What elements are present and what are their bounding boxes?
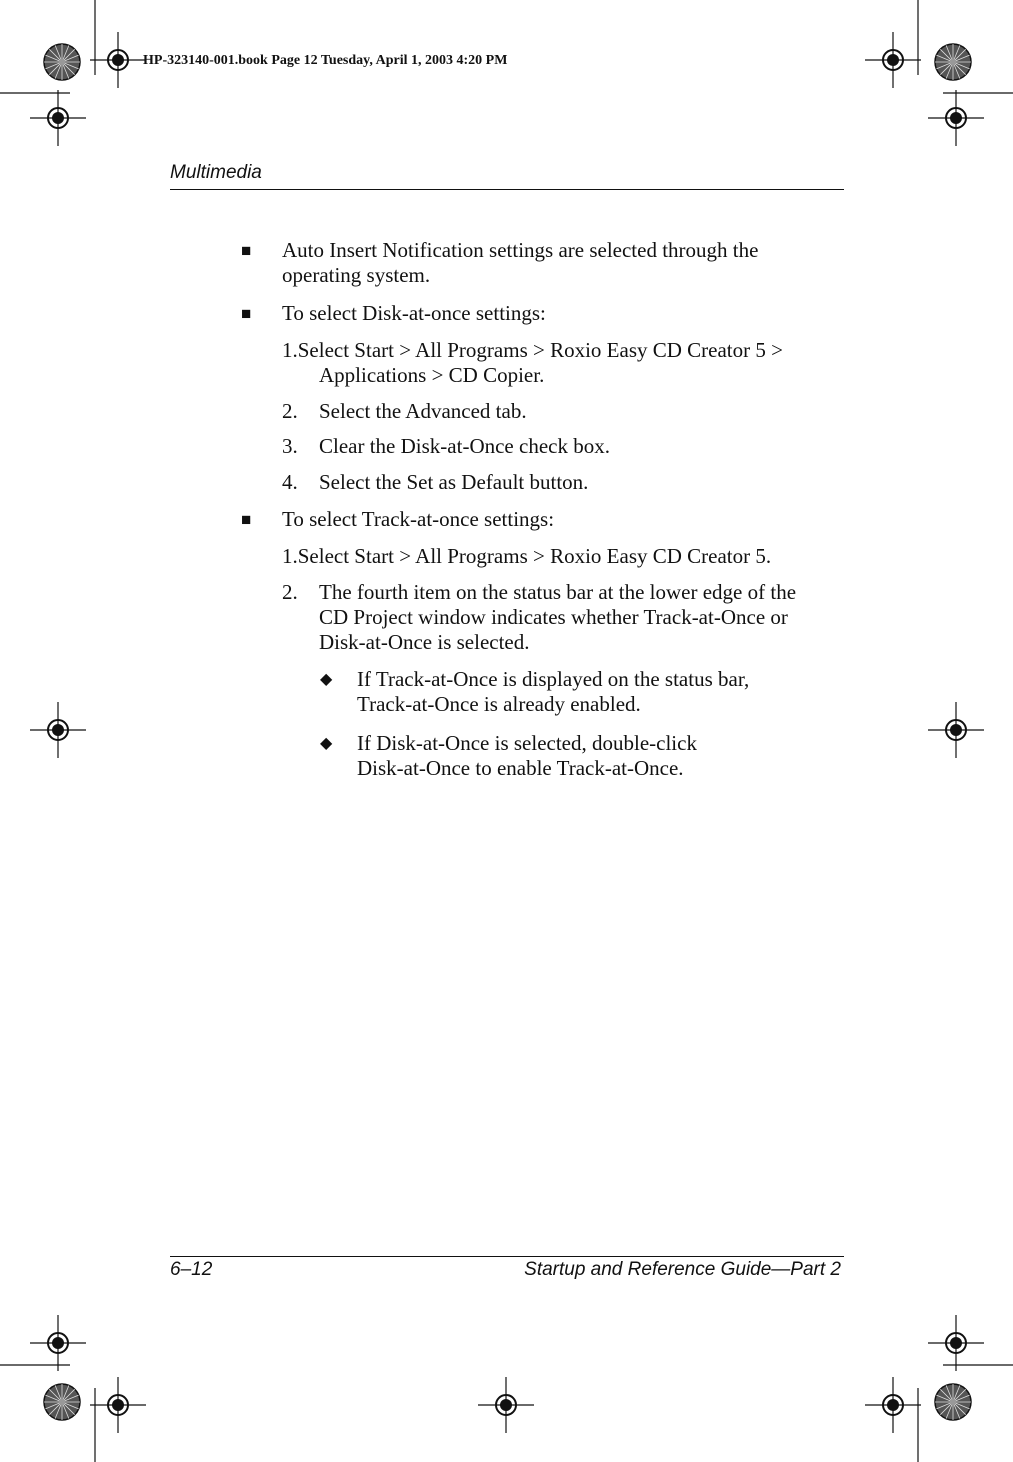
square-bullet-icon: ■ (241, 510, 252, 529)
step-line: CD Project window indicates whether Track-at-Once or (319, 605, 788, 629)
book-slug: HP-323140-001.book Page 12 Tuesday, April 1, 2003 4:20 PM (143, 53, 508, 68)
page-number: 6–12 (170, 1259, 213, 1280)
running-footer: Startup and Reference Guide—Part 2 (524, 1259, 841, 1280)
step-line: Clear the Disk-at-Once check box. (319, 434, 610, 458)
step-line: 1.Select Start > All Programs > Roxio Easy CD Creator 5 > (282, 338, 783, 362)
sub-bullet-line: If Track-at-Once is displayed on the status bar, (357, 667, 750, 691)
step-line: The fourth item on the status bar at the lower edge of the (319, 580, 797, 604)
square-bullet-icon: ■ (241, 241, 252, 260)
footer-rule (170, 1256, 844, 1257)
step-line: Applications > CD Copier. (319, 363, 545, 387)
step-line: 1.Select Start > All Programs > Roxio Easy CD Creator 5. (282, 544, 772, 568)
diamond-bullet-icon: ◆ (320, 671, 333, 688)
running-header: Multimedia (170, 162, 262, 183)
body-line: Auto Insert Notification settings are selected through the (282, 238, 759, 262)
step-line: Select the Set as Default button. (319, 470, 589, 494)
step-number: 4. (282, 470, 298, 494)
sub-bullet-line: Track-at-Once is already enabled. (357, 692, 641, 716)
body-line: To select Track-at-once settings: (282, 507, 555, 531)
header-rule (170, 189, 844, 190)
step-line: Disk-at-Once is selected. (319, 630, 530, 654)
sub-bullet-line: If Disk-at-Once is selected, double-click (357, 731, 697, 755)
square-bullet-icon: ■ (241, 304, 252, 323)
step-line: Select the Advanced tab. (319, 399, 527, 423)
diamond-bullet-icon: ◆ (320, 735, 333, 752)
sub-bullet-line: Disk-at-Once to enable Track-at-Once. (357, 756, 684, 780)
step-number: 3. (282, 434, 298, 458)
body-line: To select Disk-at-once settings: (282, 301, 546, 325)
body-line: operating system. (282, 263, 431, 287)
step-number: 2. (282, 580, 298, 604)
step-number: 2. (282, 399, 298, 423)
